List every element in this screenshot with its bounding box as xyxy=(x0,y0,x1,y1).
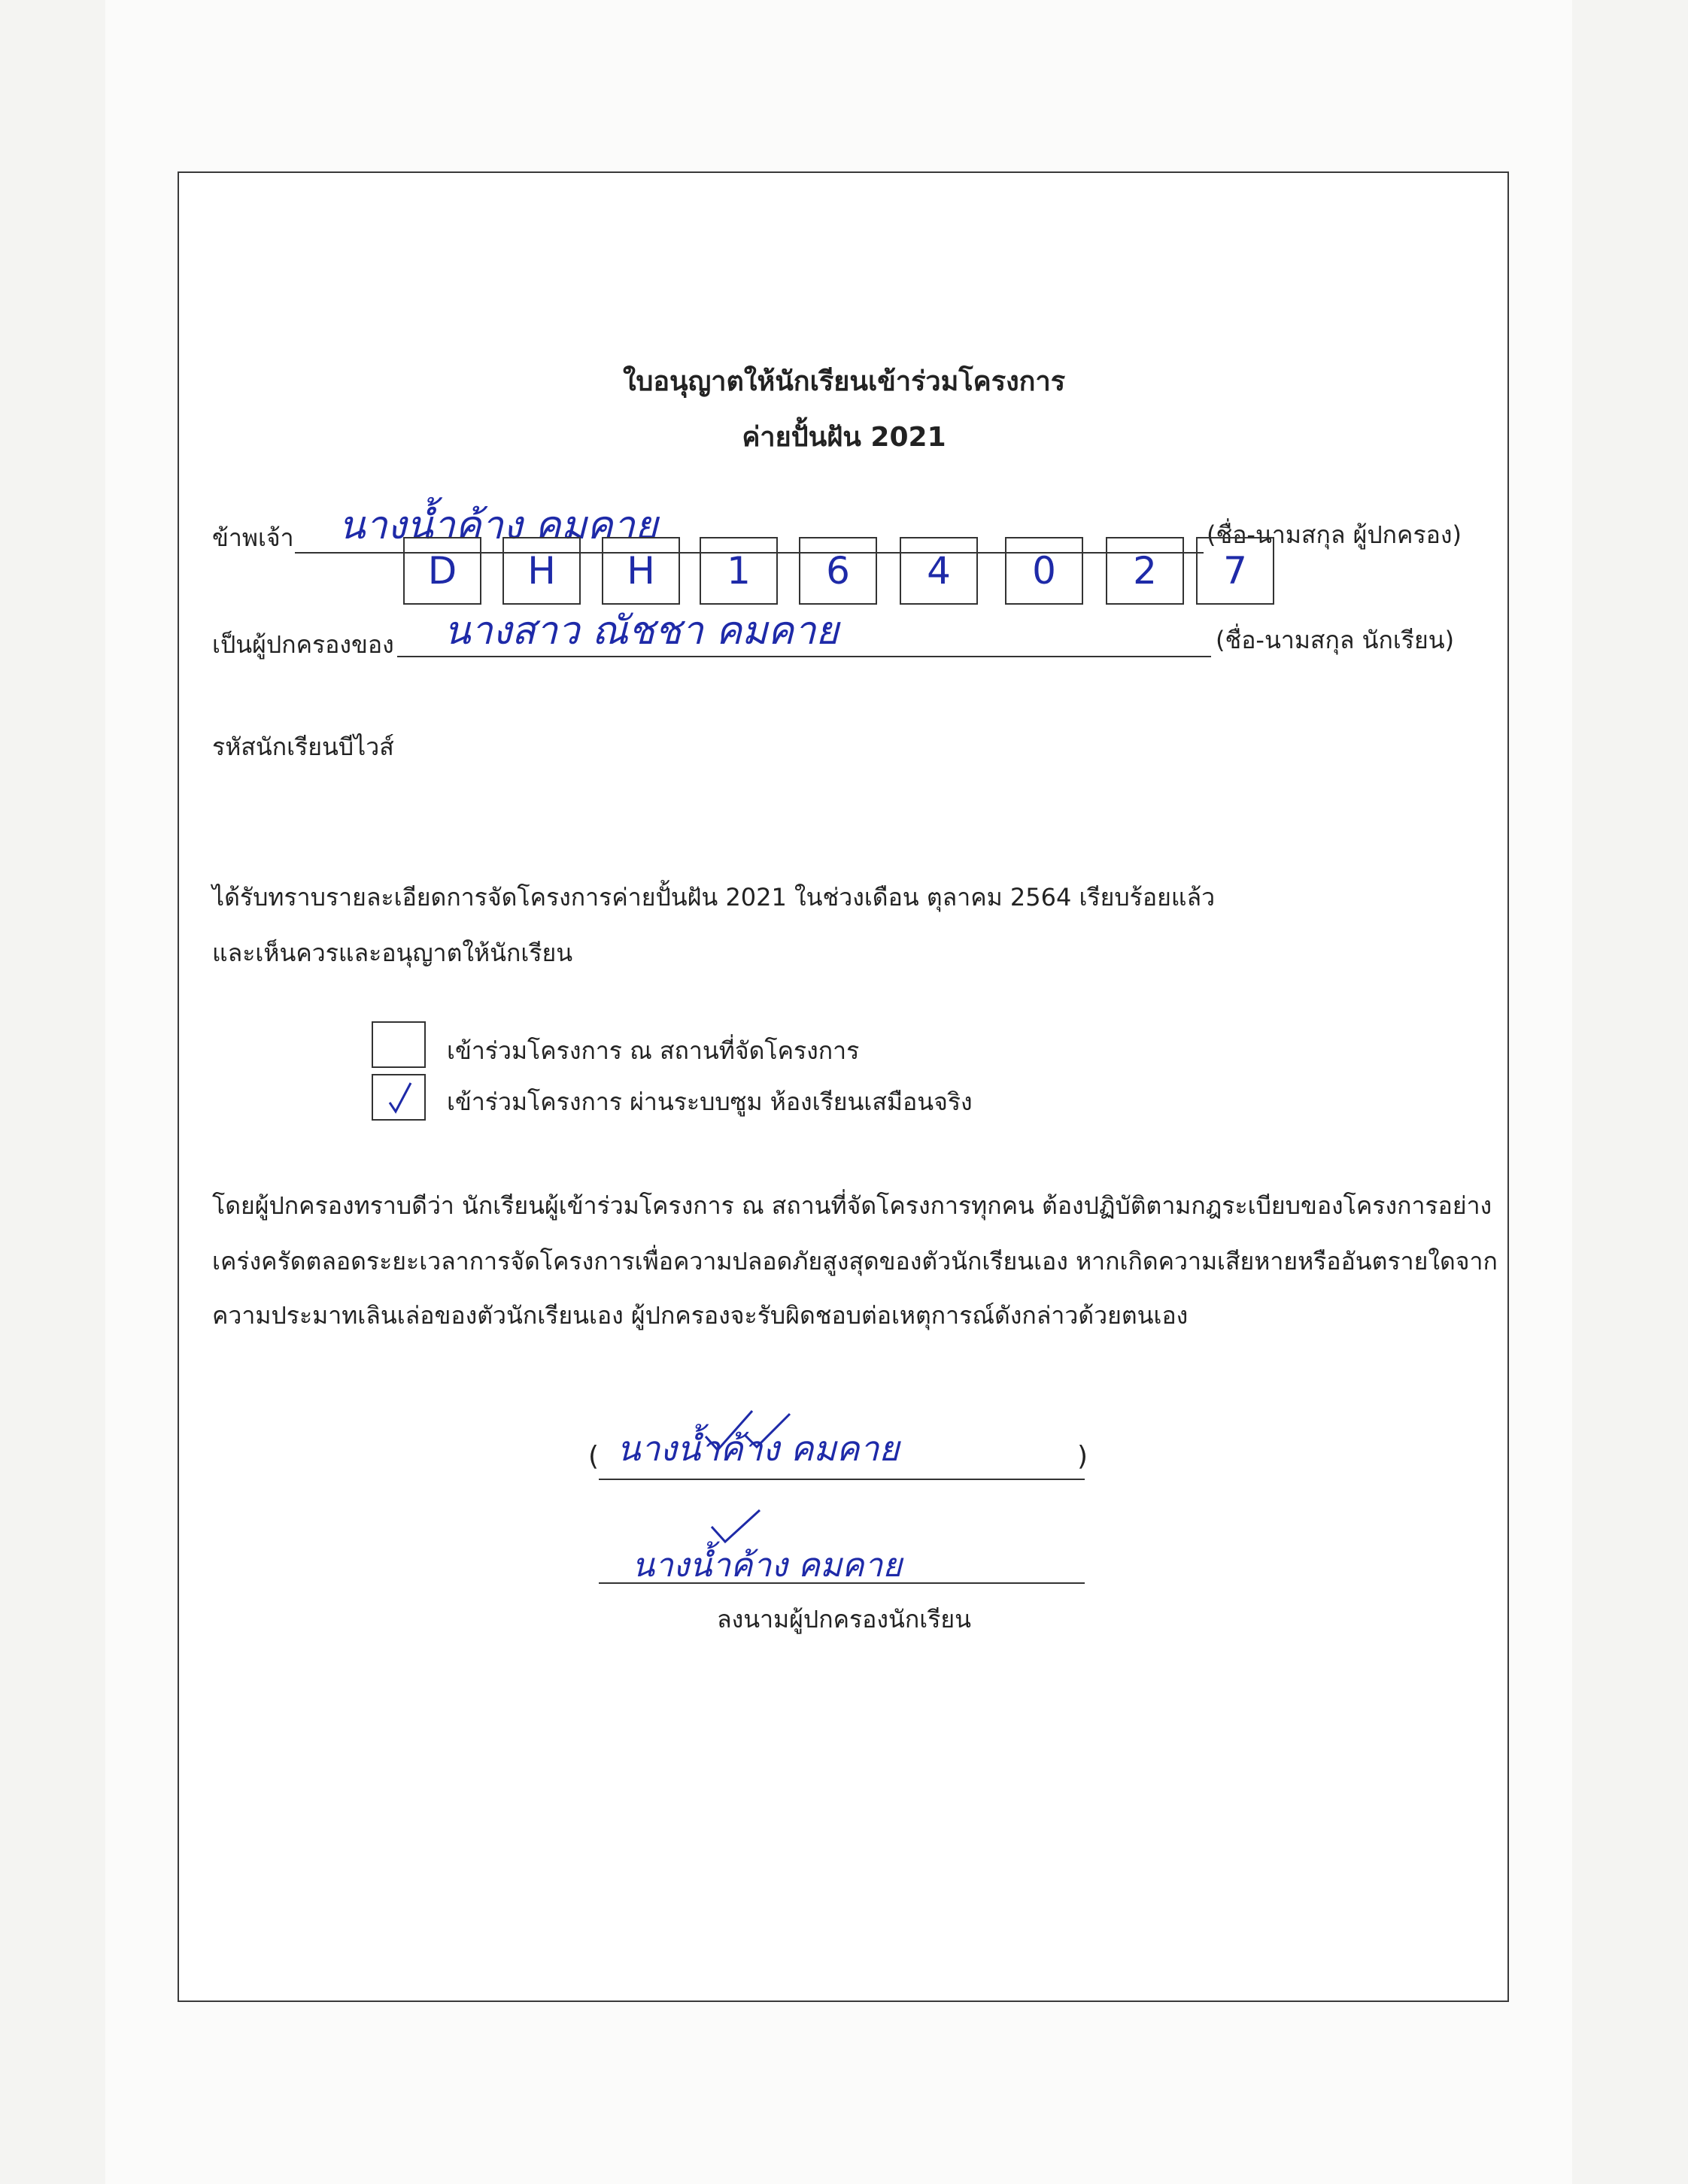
form-subtitle: ค่ายปั้นฝัน 2021 xyxy=(742,422,946,453)
acknowledgement-line-1: ได้รับทราบรายละเอียดการจัดโครงการค่ายปั้นฝัน 2021 ในช่วงเดือน ตุลาคม 2564 เรียบร้อยแล้ว xyxy=(212,883,1216,912)
student-id-box: H xyxy=(602,537,680,605)
checkmark-icon xyxy=(373,1075,424,1119)
student-id-label: รหัสนักเรียนบีไวส์ xyxy=(212,733,394,761)
signature-caption: ลงนามผู้ปกครองนักเรียน xyxy=(716,1605,972,1633)
student-id-box: 1 xyxy=(700,537,778,605)
guardian-label: ข้าพเจ้า xyxy=(212,523,294,552)
option-onsite-label: เข้าร่วมโครงการ ณ สถานที่จัดโครงการ xyxy=(447,1036,860,1065)
terms-line-2: เคร่งครัดตลอดระยะเวลาการจัดโครงการเพื่อความปลอดภัยสูงสุดของตัวนักเรียนเอง หากเกิดความเสียหายหรืออันตรายใดจาก xyxy=(212,1247,1498,1276)
student-name-handwritten: นางสาว ณัชชา คมคาย xyxy=(444,608,839,654)
student-id-box: 2 xyxy=(1106,537,1184,605)
form-title: ใบอนุญาตให้นักเรียนเข้าร่วมโครงการ xyxy=(622,366,1066,397)
student-id-box: D xyxy=(403,537,481,605)
student-id-box: 7 xyxy=(1196,537,1274,605)
printed-name-open-paren: ( xyxy=(588,1441,600,1472)
guardian-name-handwritten: นางน้ำค้าง คมคาย xyxy=(339,503,658,548)
option-zoom-checkbox[interactable] xyxy=(372,1074,426,1121)
student-id-box: 0 xyxy=(1005,537,1083,605)
signature-line xyxy=(599,1582,1085,1584)
printed-name-handwritten: นางน้ำค้าง คมคาย xyxy=(617,1428,900,1469)
guardian-suffix: (ชื่อ-นามสกุล ผู้ปกครอง) xyxy=(1207,520,1462,549)
student-suffix: (ชื่อ-นามสกุล นักเรียน) xyxy=(1216,626,1455,654)
student-id-box: 4 xyxy=(900,537,978,605)
acknowledgement-line-2: และเห็นควรและอนุญาตให้นักเรียน xyxy=(212,939,573,967)
option-onsite-checkbox[interactable] xyxy=(372,1021,426,1068)
printed-name-close-paren: ) xyxy=(1077,1441,1088,1472)
student-id-box: H xyxy=(502,537,581,605)
option-zoom-label: เข้าร่วมโครงการ ผ่านระบบซูม ห้องเรียนเสมือนจริง xyxy=(447,1087,973,1116)
signature-handwritten: นางน้ำค้าง คมคาย xyxy=(632,1546,903,1585)
student-label: เป็นผู้ปกครองของ xyxy=(212,630,394,659)
student-id-box: 6 xyxy=(799,537,877,605)
terms-line-3: ความประมาทเลินเล่อของตัวนักเรียนเอง ผู้ปกครองจะรับผิดชอบต่อเหตุการณ์ดังกล่าวด้วยตนเอง xyxy=(212,1301,1189,1330)
printed-name-line xyxy=(599,1479,1085,1480)
terms-line-1: โดยผู้ปกครองทราบดีว่า นักเรียนผู้เข้าร่วมโครงการ ณ สถานที่จัดโครงการทุกคน ต้องปฏิบัติตามกฎระเบียบของโครงการอย่าง xyxy=(212,1191,1492,1220)
